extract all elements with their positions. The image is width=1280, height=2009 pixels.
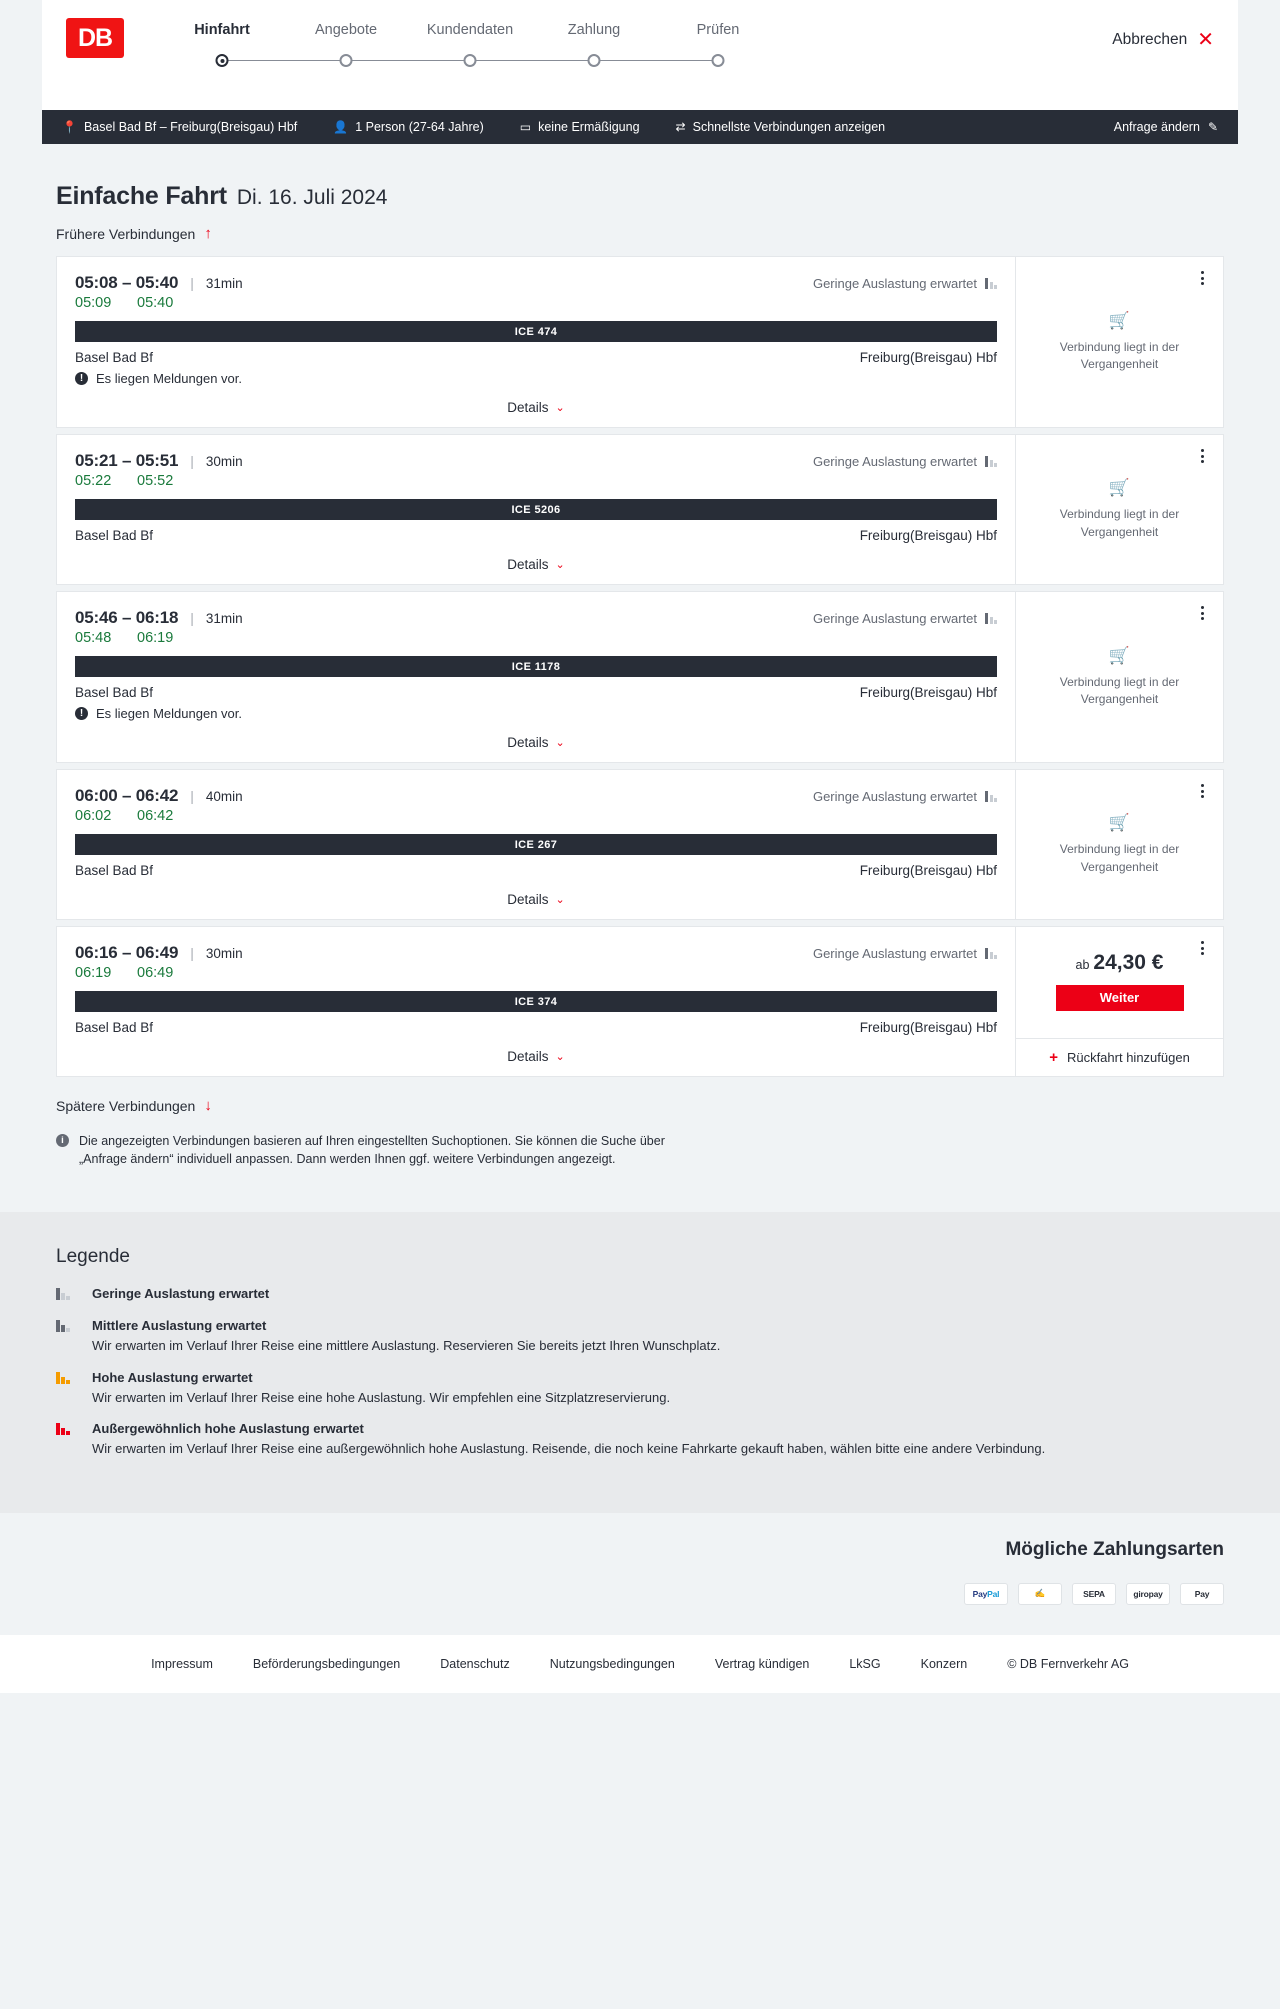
summary-option-label: Schnellste Verbindungen anzeigen — [692, 120, 886, 134]
step-dot-icon — [216, 54, 229, 67]
search-note-text: Die angezeigten Verbindungen basieren auf Ihren eingestellten Suchoptionen. Sie können die Suche über „Anfrage ändern“ individuell anpassen. Dann werden Ihnen ggf. weitere Verbindungen angezeigt. — [79, 1134, 665, 1167]
occupancy-label: Geringe Auslastung erwartet — [812, 610, 977, 626]
occupancy-medium-icon — [56, 1318, 76, 1332]
footer-copyright: © DB Fernverkehr AG — [1007, 1656, 1129, 1671]
add-return-button[interactable] — [1016, 1038, 1223, 1076]
occupancy-low-icon — [985, 456, 997, 467]
chevron-down-icon: ⌄ — [555, 1051, 565, 1063]
train-name: ICE 474 — [514, 325, 558, 338]
connection-time-range: 05:21 – 05:51 — [75, 451, 179, 470]
legend-item-title: Geringe Auslastung erwartet — [92, 1286, 270, 1302]
more-options-button[interactable] — [1191, 445, 1213, 467]
occupancy-low-icon — [985, 613, 997, 624]
more-options-button[interactable] — [1191, 937, 1213, 959]
step-dot-icon — [588, 54, 601, 67]
station-from: Basel Bad Bf — [75, 1020, 154, 1035]
step-connector — [222, 60, 346, 61]
booking-stepper — [160, 22, 780, 78]
divider: | — [190, 453, 194, 469]
footer-link-vertrag-kuendigen[interactable]: Vertrag kündigen — [714, 1656, 810, 1671]
price-amount: 24,30 € — [1093, 950, 1164, 974]
legend-text — [92, 1421, 1045, 1459]
search-note — [56, 1132, 696, 1168]
step-dot-icon — [464, 54, 477, 67]
connection-card[interactable] — [56, 926, 1224, 1077]
db-logo: DB — [66, 18, 124, 58]
stations-row — [75, 350, 997, 365]
later-connections-button[interactable] — [42, 1083, 1238, 1114]
legend-item-desc: Wir erwarten im Verlauf Ihrer Reise eine hohe Auslastung. Wir empfehlen eine Sitzplatzreservierung. — [92, 1389, 671, 1405]
train-bar — [75, 499, 997, 520]
more-options-button[interactable] — [1191, 602, 1213, 624]
step-zahlung[interactable] — [532, 22, 656, 78]
footer — [0, 1635, 1280, 1693]
occupancy-high-icon — [56, 1370, 76, 1384]
legend-item-title: Mittlere Auslastung erwartet — [92, 1318, 267, 1334]
occupancy-low-icon — [985, 278, 997, 289]
occupancy-indicator — [813, 789, 997, 804]
page-title-text: Einfache Fahrt — [56, 182, 227, 210]
train-bar — [75, 321, 997, 342]
realtime-arrival: 06:19 — [137, 630, 174, 646]
step-label: Angebote — [314, 22, 378, 38]
connection-message[interactable] — [75, 706, 997, 721]
footer-link-impressum[interactable]: Impressum — [151, 1656, 213, 1671]
legend-item-desc: Wir erwarten im Verlauf Ihrer Reise eine mittlere Auslastung. Reservieren Sie bereits jetzt Ihren Wunschplatz. — [92, 1338, 721, 1354]
station-to: Freiburg(Breisgau) Hbf — [859, 528, 997, 543]
details-toggle[interactable] — [75, 386, 997, 427]
app-header — [42, 0, 1238, 110]
train-name: ICE 1178 — [511, 660, 561, 673]
station-from: Basel Bad Bf — [75, 863, 154, 878]
realtime-arrival: 06:49 — [137, 965, 174, 981]
card-icon: ▭ — [519, 120, 532, 134]
summary-passengers-label: 1 Person (27-64 Jahre) — [355, 120, 484, 134]
connection-header — [75, 608, 997, 628]
realtime-times — [75, 965, 997, 981]
connection-time-range: 06:00 – 06:42 — [75, 786, 179, 805]
realtime-times — [75, 295, 997, 311]
legend-item-medium — [56, 1318, 1224, 1356]
step-marker — [284, 50, 408, 78]
step-label: Hinfahrt — [194, 22, 250, 38]
person-icon: 👤 — [333, 120, 349, 134]
connection-duration: 31min — [205, 610, 243, 626]
cart-disabled-icon: 🛒 — [1108, 813, 1131, 833]
divider: | — [190, 275, 194, 291]
legend-item-veryhigh — [56, 1421, 1224, 1459]
paypal-icon: Pay Pal — [964, 1583, 1008, 1605]
cart-disabled-icon: 🛒 — [1108, 310, 1131, 330]
details-toggle[interactable] — [75, 721, 997, 762]
station-to: Freiburg(Breisgau) Hbf — [859, 1020, 997, 1035]
step-hinfahrt[interactable] — [160, 22, 284, 78]
payment-methods-section — [0, 1513, 1280, 1635]
occupancy-label: Geringe Auslastung erwartet — [812, 275, 977, 291]
legend-item-title: Außergewöhnlich hohe Auslastung erwartet — [92, 1421, 364, 1437]
realtime-times — [75, 808, 997, 824]
cart-disabled-icon: 🛒 — [1108, 645, 1131, 665]
summary-option[interactable] — [658, 120, 904, 134]
divider: | — [190, 945, 194, 961]
occupancy-low-icon — [985, 791, 997, 802]
legend-text — [92, 1318, 720, 1356]
divider: | — [190, 610, 194, 626]
connection-action — [1015, 257, 1223, 427]
train-name: ICE 5206 — [511, 503, 561, 516]
step-dot-icon — [340, 54, 353, 67]
past-connection-text: Verbindung liegt in der Vergangenheit — [1059, 339, 1180, 371]
connection-header — [75, 451, 997, 471]
step-connector — [470, 60, 594, 61]
realtime-arrival: 06:42 — [137, 808, 174, 824]
pencil-icon: ✎ — [1207, 120, 1218, 134]
connection-card[interactable] — [56, 769, 1224, 920]
footer-link-befoerderungsbedingungen[interactable]: Beförderungsbedingungen — [252, 1656, 401, 1671]
connection-message-label: Es liegen Meldungen vor. — [96, 371, 242, 386]
step-connector — [346, 60, 470, 61]
connection-time-range: 06:16 – 06:49 — [75, 943, 179, 962]
past-connection-text: Verbindung liegt in der Vergangenheit — [1059, 507, 1180, 539]
connection-info — [57, 257, 1015, 427]
giropay-icon: giropay — [1126, 1583, 1170, 1605]
connection-info — [57, 435, 1015, 584]
train-name: ICE 374 — [514, 995, 558, 1008]
info-icon: i — [56, 1134, 69, 1147]
payment-methods-title: Mögliche Zahlungsarten — [1005, 1538, 1224, 1560]
connection-header — [75, 943, 997, 963]
details-label: Details — [507, 557, 549, 572]
connection-header — [75, 786, 997, 806]
weiter-button[interactable]: Weiter — [1056, 985, 1184, 1011]
occupancy-very-high-icon — [56, 1421, 76, 1435]
step-label: Zahlung — [567, 22, 621, 38]
step-marker — [656, 50, 780, 78]
stations-row — [75, 528, 997, 543]
more-options-button[interactable] — [1191, 267, 1213, 289]
realtime-arrival: 05:40 — [137, 295, 174, 311]
train-bar — [75, 991, 997, 1012]
legend-text — [92, 1286, 269, 1304]
page-title — [42, 144, 1238, 211]
connection-card[interactable] — [56, 591, 1224, 763]
price-prefix: ab — [1075, 957, 1090, 972]
station-to: Freiburg(Breisgau) Hbf — [859, 350, 997, 365]
occupancy-indicator — [813, 276, 997, 291]
step-pruefen[interactable] — [656, 22, 780, 78]
plus-icon: + — [1049, 1049, 1058, 1066]
connection-info — [57, 927, 1015, 1076]
realtime-departure: 06:19 — [75, 965, 112, 981]
applepay-icon: Pay — [1180, 1583, 1224, 1605]
chevron-down-icon: ⌄ — [555, 894, 565, 906]
summary-discount[interactable] — [502, 120, 658, 134]
legend-item-desc: Wir erwarten im Verlauf Ihrer Reise eine außergewöhnlich hohe Auslastung. Reisende, die noch keine Fahrkarte gekauft haben, wählen bitte eine andere Verbindung. — [92, 1441, 1046, 1457]
station-from: Basel Bad Bf — [75, 350, 154, 365]
change-request-label: Anfrage ändern — [1113, 120, 1200, 134]
cancel-label: Abbrechen — [1112, 31, 1188, 48]
swap-icon: ⇄ — [675, 120, 686, 134]
occupancy-label: Geringe Auslastung erwartet — [812, 945, 977, 961]
legend-item-title: Hohe Auslastung erwartet — [92, 1369, 253, 1385]
station-to: Freiburg(Breisgau) Hbf — [859, 685, 997, 700]
footer-link-lksg[interactable]: LkSG — [849, 1656, 881, 1671]
past-connection-text: Verbindung liegt in der Vergangenheit — [1059, 674, 1180, 706]
connection-time-range: 05:08 – 05:40 — [75, 273, 179, 292]
step-label: Prüfen — [696, 22, 740, 38]
station-to: Freiburg(Breisgau) Hbf — [859, 863, 997, 878]
occupancy-label: Geringe Auslastung erwartet — [812, 453, 977, 469]
footer-link-datenschutz[interactable]: Datenschutz — [440, 1656, 510, 1671]
step-marker — [408, 50, 532, 78]
cancel-button[interactable] — [1112, 30, 1214, 50]
legend-item-high — [56, 1370, 1224, 1408]
price-value — [1076, 951, 1164, 975]
occupancy-low-icon — [56, 1286, 76, 1300]
chevron-down-icon: ⌄ — [555, 737, 565, 749]
arrow-down-icon: ↓ — [204, 1097, 212, 1114]
realtime-departure: 06:02 — [75, 808, 112, 824]
connection-message-label: Es liegen Meldungen vor. — [96, 706, 242, 721]
occupancy-indicator — [813, 611, 997, 626]
warning-icon: ! — [75, 372, 88, 385]
station-from: Basel Bad Bf — [75, 685, 154, 700]
legend-title: Legende — [56, 1246, 130, 1268]
occupancy-indicator — [813, 946, 997, 961]
connection-action — [1015, 770, 1223, 919]
step-connector — [594, 60, 718, 61]
stations-row — [75, 685, 997, 700]
station-from: Basel Bad Bf — [75, 528, 154, 543]
later-connections-label: Spätere Verbindungen — [56, 1097, 196, 1114]
footer-link-konzern[interactable]: Konzern — [920, 1656, 968, 1671]
details-label: Details — [507, 892, 549, 907]
earlier-connections-button[interactable] — [42, 211, 1238, 242]
stations-row — [75, 863, 997, 878]
connection-action — [1015, 592, 1223, 762]
connection-duration: 30min — [205, 453, 243, 469]
change-request-button[interactable] — [1114, 120, 1222, 134]
summary-discount-label: keine Ermäßigung — [538, 120, 640, 134]
connection-action — [1015, 927, 1223, 1076]
arrow-up-icon: ↑ — [204, 225, 212, 242]
legend-item-low — [56, 1286, 1224, 1304]
legend-text — [92, 1370, 670, 1408]
add-return-label: Rückfahrt hinzufügen — [1066, 1050, 1190, 1065]
connection-card[interactable] — [56, 256, 1224, 428]
step-label: Kundendaten — [426, 22, 514, 38]
realtime-times — [75, 630, 997, 646]
train-bar — [75, 656, 997, 677]
step-marker — [160, 50, 284, 78]
details-toggle[interactable] — [75, 543, 997, 584]
page-title-date: Di. 16. Juli 2024 — [236, 186, 388, 209]
main-content — [0, 144, 1280, 1168]
step-dot-icon — [712, 54, 725, 67]
details-toggle[interactable] — [75, 1035, 997, 1076]
sepa-icon: SEPA — [1072, 1583, 1116, 1605]
warning-icon: ! — [75, 707, 88, 720]
connection-info — [57, 770, 1015, 919]
chevron-down-icon: ⌄ — [555, 559, 565, 571]
footer-link-nutzungsbedingungen[interactable]: Nutzungsbedingungen — [549, 1656, 675, 1671]
details-label: Details — [507, 735, 549, 750]
summary-passengers[interactable] — [315, 120, 502, 134]
occupancy-indicator — [813, 454, 997, 469]
close-icon: ✕ — [1197, 29, 1214, 51]
more-options-button[interactable] — [1191, 780, 1213, 802]
summary-route[interactable] — [58, 120, 315, 134]
realtime-departure: 05:22 — [75, 473, 112, 489]
chevron-down-icon: ⌄ — [555, 402, 565, 414]
step-marker — [532, 50, 656, 78]
lastschrift-icon: ✍ — [1018, 1583, 1062, 1605]
realtime-arrival: 05:52 — [137, 473, 174, 489]
occupancy-low-icon — [985, 948, 997, 959]
connection-header — [75, 273, 997, 293]
location-pin-icon: 📍 — [62, 120, 77, 134]
connection-time-range: 05:46 – 06:18 — [75, 608, 179, 627]
connection-card[interactable] — [56, 434, 1224, 585]
train-name: ICE 267 — [514, 838, 558, 851]
details-label: Details — [507, 1049, 549, 1064]
earlier-connections-label: Frühere Verbindungen — [56, 225, 196, 242]
legend-section — [0, 1212, 1280, 1513]
realtime-times — [75, 473, 997, 489]
past-connection-text: Verbindung liegt in der Vergangenheit — [1059, 842, 1180, 874]
connection-duration: 30min — [205, 945, 243, 961]
connection-info — [57, 592, 1015, 762]
train-bar — [75, 834, 997, 855]
realtime-departure: 05:48 — [75, 630, 112, 646]
step-angebote[interactable] — [284, 22, 408, 78]
connections-list — [56, 256, 1224, 1077]
connection-action — [1015, 435, 1223, 584]
occupancy-label: Geringe Auslastung erwartet — [812, 788, 977, 804]
connection-duration: 31min — [205, 275, 243, 291]
step-kundendaten[interactable] — [408, 22, 532, 78]
divider: | — [190, 788, 194, 804]
cart-disabled-icon: 🛒 — [1108, 478, 1131, 498]
stations-row — [75, 1020, 997, 1035]
search-summary-bar — [42, 110, 1238, 144]
payment-logos — [56, 1583, 1224, 1605]
details-label: Details — [507, 400, 549, 415]
summary-route-label: Basel Bad Bf – Freiburg(Breisgau) Hbf — [83, 120, 298, 134]
connection-duration: 40min — [205, 788, 243, 804]
realtime-departure: 05:09 — [75, 295, 112, 311]
connection-message[interactable] — [75, 371, 997, 386]
details-toggle[interactable] — [75, 878, 997, 919]
